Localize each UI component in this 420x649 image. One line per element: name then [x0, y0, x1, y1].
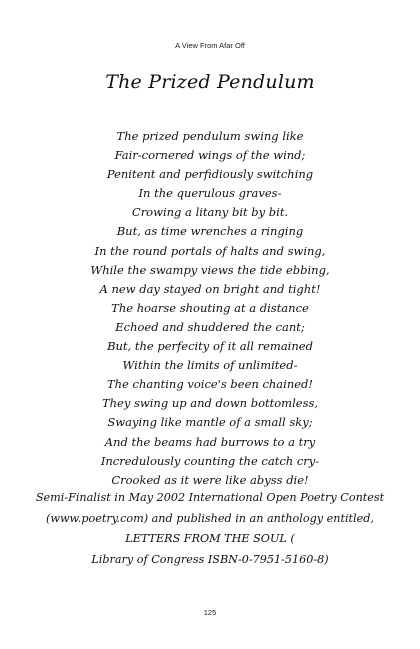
poem-line: Crowing a litany bit by bit. — [131, 205, 289, 220]
poem-body — [0, 127, 420, 490]
poem-title: The Prized Pendulum — [105, 71, 315, 93]
page-number: 125 — [203, 608, 217, 617]
poem-line: Fair-cornered wings of the wind; — [114, 148, 306, 163]
poem-line: Within the limits of unlimited- — [122, 358, 298, 373]
poem-line: The prized pendulum swing like — [116, 129, 304, 143]
poem-line: They swing up and down bottomless, — [101, 396, 319, 411]
publication-note-line: Library of Congress ISBN-0-7951-5160-8) — [91, 552, 329, 566]
publication-note — [0, 488, 420, 570]
poem-line: Crooked as it were like abyss die! — [111, 472, 309, 487]
publication-note-line: LETTERS FROM THE SOUL ( — [125, 532, 295, 545]
poem-line: Swaying like mantle of a small sky; — [107, 415, 313, 430]
poem-line: In the querulous graves- — [138, 186, 282, 201]
running-header: A View From Afar Off — [175, 41, 245, 50]
poem-line: And the beams had burrows to a try — [104, 434, 316, 449]
poem-line: The chanting voice's been chained! — [106, 377, 314, 392]
poem-line: In the round portals of halts and swing, — [94, 243, 326, 258]
publication-note-line: (www.poetry.com) and published in an anthology entitled, — [46, 511, 374, 525]
poem-line: Incredulously counting the catch cry- — [100, 453, 320, 468]
poem-line: Echoed and shuddered the cant; — [115, 319, 305, 334]
poem-line: Penitent and perfidiously switching — [106, 167, 314, 182]
publication-note-line: Semi-Finalist in May 2002 International Open Poetry Contest — [35, 491, 385, 504]
poem-line: The hoarse shouting at a distance — [111, 300, 309, 315]
poem-line: While the swampy views the tide ebbing, — [90, 262, 330, 277]
poem-line: But, the perfecity of it all remained — [107, 339, 313, 354]
poem-line: A new day stayed on bright and tight! — [99, 281, 321, 296]
poem-line: But, as time wrenches a ringing — [116, 224, 304, 239]
